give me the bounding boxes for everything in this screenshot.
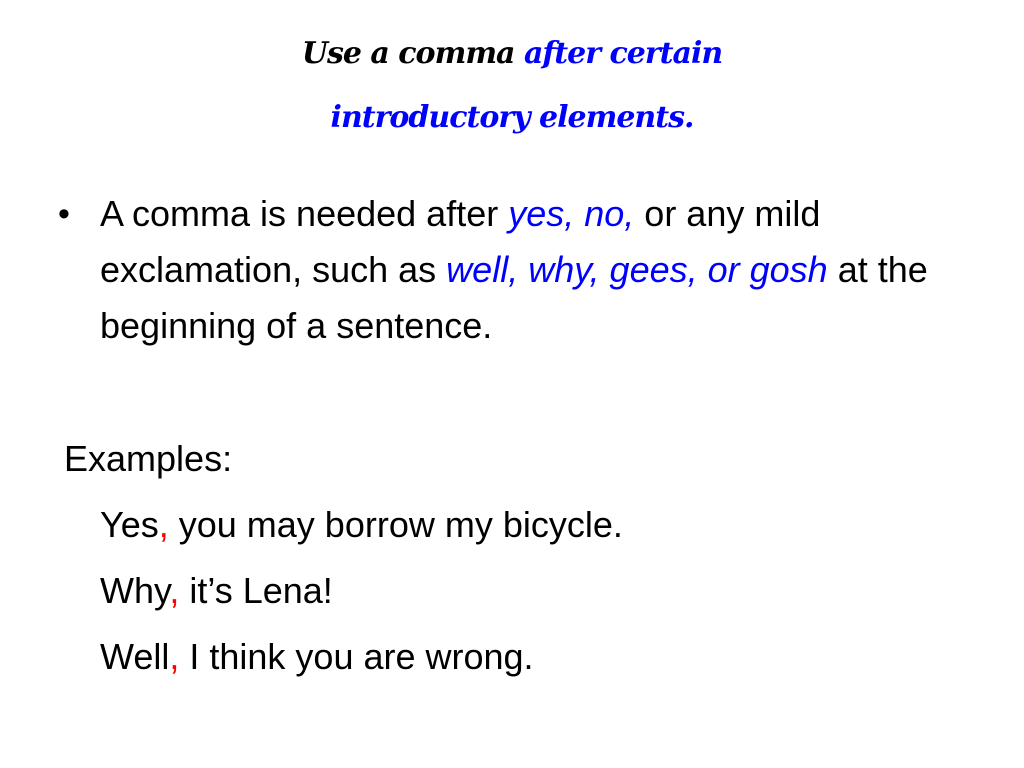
bullet-text-part-3: at the beginning of a sentence. (100, 249, 928, 346)
example-rest: you may borrow my bicycle. (168, 504, 623, 545)
title-text-blue: after certain (523, 36, 723, 71)
bullet-text-part-2: or any mild exclamation, such as (100, 193, 821, 290)
bullet-icon: • (58, 195, 70, 233)
examples-section (64, 426, 623, 690)
example-comma: , (158, 504, 169, 545)
example-comma: , (169, 636, 180, 677)
example-rest: I think you are wrong. (179, 636, 534, 677)
slide-body (58, 186, 958, 354)
example-comma: , (169, 570, 180, 611)
example-lead: Why (100, 570, 170, 611)
title-text-black: Use a comma (301, 36, 524, 71)
bullet-text (100, 186, 958, 354)
title-line-2: introductory elements. (330, 100, 694, 135)
title-line-1 (0, 22, 1024, 86)
example-sentence-3 (64, 624, 623, 690)
bullet-italic-yes-no: yes, no, (508, 193, 635, 234)
examples-label: Examples: (64, 438, 233, 479)
example-lead: Well (100, 636, 170, 677)
slide-title (0, 22, 1024, 150)
bullet-item (58, 186, 958, 354)
example-sentence-1 (64, 492, 623, 558)
bullet-text-part-1: A comma is needed after (100, 193, 509, 234)
example-lead: Yes (100, 504, 159, 545)
bullet-italic-exclamations: well, why, gees, or gosh (446, 249, 828, 290)
example-sentence-2 (64, 558, 623, 624)
example-rest: it’s Lena! (179, 570, 333, 611)
